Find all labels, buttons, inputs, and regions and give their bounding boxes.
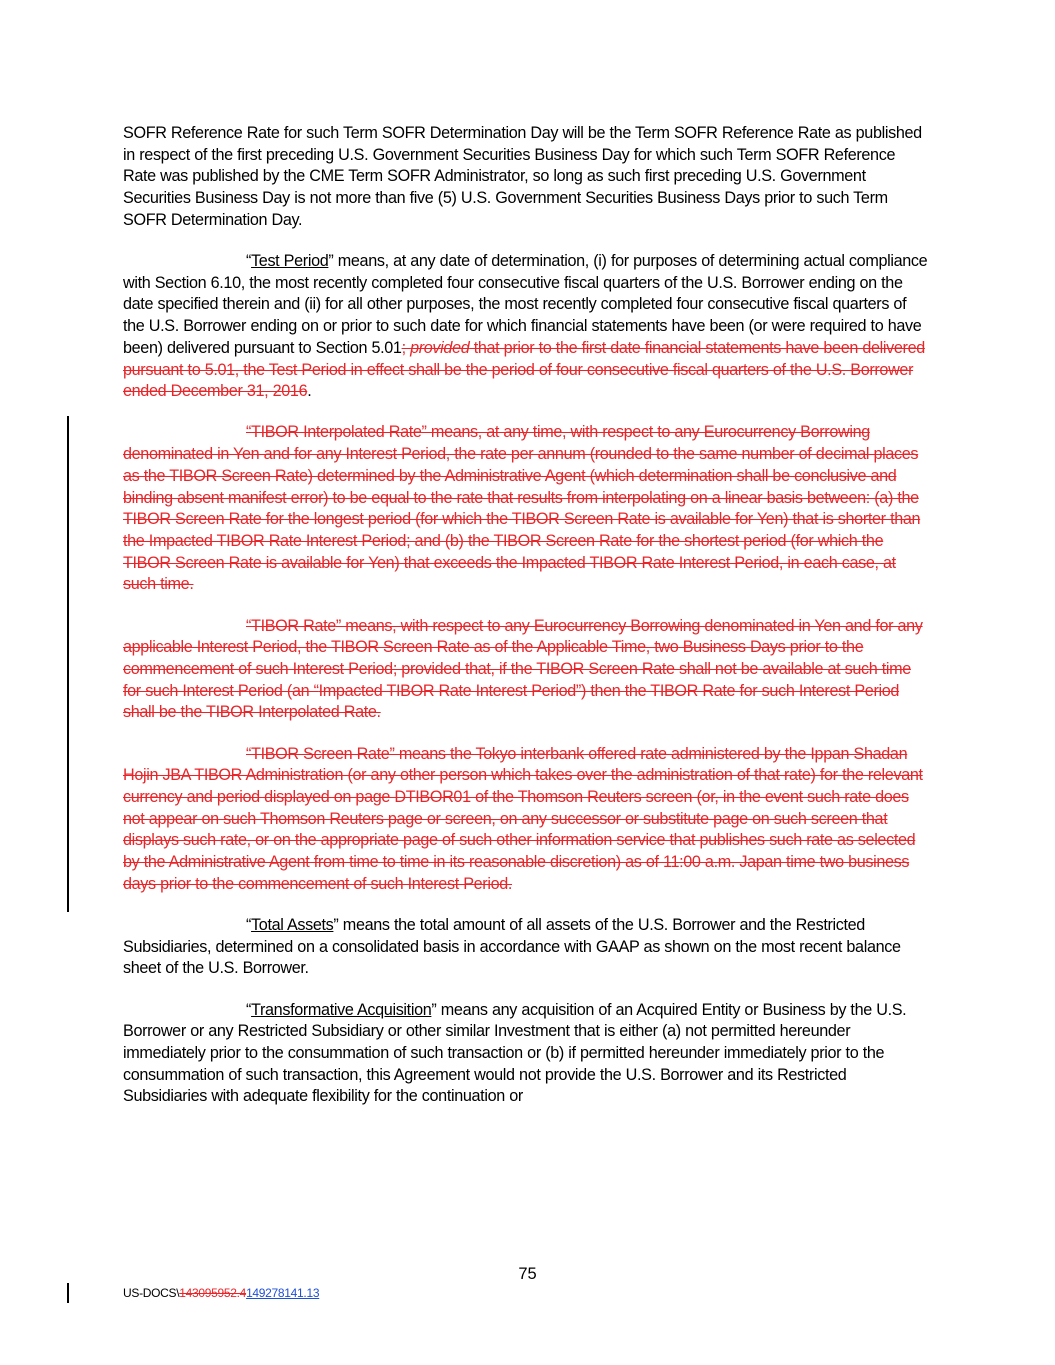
- document-id-footer: [123, 1286, 319, 1300]
- change-bar: [67, 738, 69, 912]
- paragraph-text: SOFR Reference Rate for such Term SOFR Determination Day will be the Term SOFR Reference Rate as published in respect of the first preceding U.S. Government Securities Business Day for which such Term SOFR Reference Rate was published by the CME Term SOFR Administrator, so long as such first preceding U.S. Government Securities Business Day is not more than five (5) U.S. Government Securities Business Days prior to such Term SOFR Determination Day.: [123, 124, 922, 229]
- definition-total-assets: [123, 915, 931, 980]
- defined-term: Total Assets: [251, 916, 334, 934]
- definition-tibor-interpolated-rate: [123, 422, 931, 596]
- definition-text: ” means the total amount of all assets of the U.S. Borrower and the Restricted Subsidiaries, determined on a consolidated basis in accordance with GAAP as shown on the most recent balance sheet of the U.S. Borrower.: [123, 916, 901, 978]
- defined-term: Test Period: [251, 252, 329, 271]
- definition-text: ”) then the TIBOR Rate for such Interest Period shall be the TIBOR Interpolated Rate.: [123, 681, 900, 722]
- footer-prefix: US-DOCS\: [123, 1286, 180, 1300]
- definition-text: ” means, at any time, with respect to any Eurocurrency Borrowing denominated in Yen and for any Interest Period, the rate per annum (rounded to the same number of decimal places as the TIBOR Screen Rate) determined by the Administrative Agent (which determination shall be conclusive and binding absent manifest error) to be equal to the rate that results from interpolating on a linear basis between: (a) the TIBOR Screen Rate for the longest period (for which the TIBOR Screen Rate is available for Yen) that is shorter than the Impacted TIBOR Rate Interest Period; and (b) the TIBOR Screen Rate for the shortest period (for which the TIBOR Screen Rate is available for Yen) that exceeds the Impacted TIBOR Rate Interest Period, in each case, at such time.: [123, 423, 921, 594]
- document-body: [123, 123, 931, 1128]
- open-quote: “: [246, 423, 252, 442]
- definition-tibor-screen-rate: [123, 744, 931, 896]
- open-quote: “: [246, 744, 252, 763]
- footer-deleted-id: 143095952.4: [179, 1286, 247, 1300]
- definition-transformative-acquisition: [123, 1000, 931, 1109]
- change-bar: [67, 416, 69, 612]
- deleted-text: that prior to the first date financial statements have been delivered pursuant to 5.01, the Test Period in effect shall be the period of four consecutive fiscal quarters of the U.S. Borrower ended December 31, 2016: [123, 338, 925, 401]
- defined-term: TIBOR Screen Rate: [251, 744, 390, 763]
- defined-term: Transformative Acquisition: [251, 1000, 432, 1019]
- footer-inserted-id: 149278141.13: [246, 1286, 320, 1300]
- defined-term: TIBOR Interpolated Rate: [251, 423, 422, 442]
- definition-text: ” means, with respect to any Eurocurrency Borrowing denominated in Yen and for any applicable Interest Period, the TIBOR Screen Rate as of the Applicable Time, two Business Days prior to the commencement of such Interest Period; provided that, if the TIBOR Screen Rate shall not be available at such time for such Interest Period (an “: [123, 616, 923, 700]
- period: .: [307, 382, 312, 401]
- change-bar: [67, 610, 69, 742]
- open-quote: “: [246, 616, 252, 635]
- defined-term: TIBOR Rate: [251, 616, 336, 635]
- definition-test-period: [123, 251, 931, 403]
- change-bar: [67, 1283, 69, 1303]
- definition-text: ” means the Tokyo interbank offered rate administered by the Ippan Shadan Hojin JBA TIBOR Administration (or any other person which takes over the administration of that rate) for the relevant currency and period displayed on page DTIBOR01 of the Thomson Reuters screen (or, in the event such rate does not appear on such Thomson Reuters page or screen, on any successor or substitute page on such screen that displays such rate, or on the appropriate page of such other information service that publishes such rate as selected by the Administrative Agent from time to time in its reasonable discretion) as of 11:00 a.m. Japan time two business days prior to the commencement of such Interest Period.: [123, 744, 923, 893]
- definition-text: ” means any acquisition of an Acquired Entity or Business by the U.S. Borrower or any Restricted Subsidiary or other similar Investment that is either (a) not permitted hereunder immediately prior to the consummation of such transaction or (b) if permitted hereunder immediately prior to the consummation of such transaction, this Agreement would not provide the U.S. Borrower and its Restricted Subsidiaries with adequate flexibility for the continuation or: [123, 1000, 907, 1106]
- page-number: 75: [518, 1265, 537, 1283]
- open-quote: “: [246, 252, 252, 271]
- open-quote: “: [246, 916, 252, 934]
- deleted-text: ;: [401, 338, 411, 357]
- defined-term-impacted: Impacted TIBOR Rate Interest Period: [318, 681, 576, 700]
- definition-text: ” means, at any date of determination, (i) for purposes of determining actual compliance with Section 6.10, the most recently completed four consecutive fiscal quarters of the U.S. Borrower ending on the date specified therein and (ii) for all other purposes, the most recently completed four consecutive fiscal quarters of the U.S. Borrower ending on or prior to such date for which financial statements have been (or were required to have been) delivered pursuant to Section 5.01: [123, 252, 928, 357]
- paragraph-sofr-continuation: [123, 123, 931, 232]
- definition-tibor-rate: [123, 616, 931, 725]
- open-quote: “: [246, 1000, 252, 1019]
- deleted-text-provided: provided: [410, 338, 470, 357]
